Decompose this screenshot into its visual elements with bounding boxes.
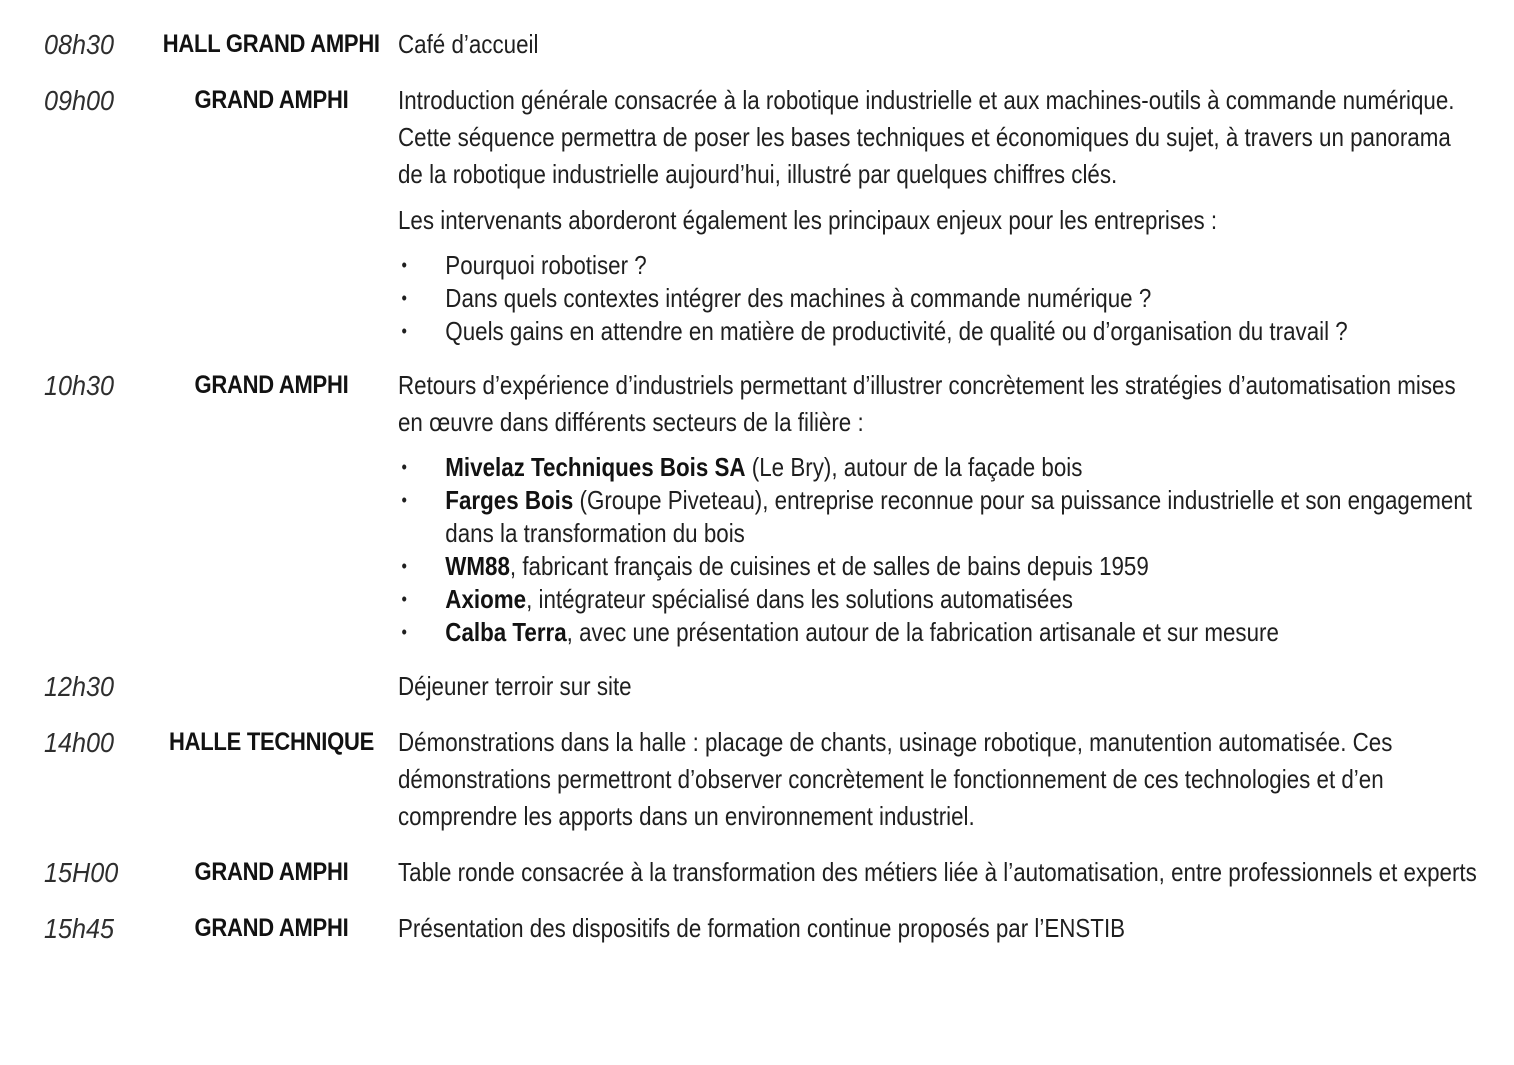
bullet-dot-icon: •	[401, 622, 407, 642]
schedule-row-15h00	[44, 854, 1514, 891]
location-text: GRAND AMPHI	[194, 858, 349, 886]
location-text: HALL GRAND AMPHI	[162, 30, 381, 58]
bullet-item	[398, 550, 1478, 583]
event-description: Déjeuner terroir sur site	[398, 671, 632, 701]
bullet-dot-icon: •	[401, 321, 407, 341]
event-description-cell	[398, 367, 1514, 649]
time-label: 12h30	[44, 671, 115, 702]
location-label	[145, 367, 398, 404]
event-description: Démonstrations dans la halle : placage de chants, usinage robotique, manutention automatisée. Ces démonstrations permettront d’observer concrètement le fonctionnement de ces technologies et d’en comprendre les apports dans un environnement industriel.	[398, 727, 1393, 831]
schedule-row-12h30	[44, 668, 1514, 705]
location-label	[145, 854, 398, 891]
company-detail: (Groupe Piveteau), entreprise reconnue pour sa puissance industrielle et son engagement dans la transformation du bois	[445, 485, 1472, 548]
event-description-cell	[398, 724, 1514, 835]
location-text: GRAND AMPHI	[194, 914, 349, 942]
bullet-dot-icon: •	[401, 457, 407, 477]
location-text: GRAND AMPHI	[194, 86, 349, 114]
event-description: Retours d’expérience d’industriels permettant d’illustrer concrètement les stratégies d’automatisation mises en œuvre dans différents secteurs de la filière :	[398, 370, 1456, 437]
bullet-text	[445, 583, 1478, 616]
time-label: 10h30	[44, 370, 115, 401]
bullet-text	[445, 451, 1478, 484]
location-label	[145, 668, 398, 705]
bullet-text: Pourquoi robotiser ?	[445, 250, 647, 280]
company-name: Calba Terra	[445, 617, 567, 647]
bullet-dot-icon: •	[401, 255, 407, 275]
location-label	[145, 26, 398, 63]
bullet-text	[445, 616, 1478, 649]
bullet-dot-icon: •	[401, 490, 407, 510]
bullet-text: Quels gains en attendre en matière de productivité, de qualité ou d’organisation du travail ?	[445, 316, 1348, 346]
event-description-cell	[398, 668, 1514, 705]
company-detail: (Le Bry), autour de la façade bois	[745, 452, 1083, 482]
schedule-row-10h30	[44, 367, 1514, 649]
location-label	[145, 910, 398, 947]
bullet-item	[398, 249, 1478, 282]
event-description: Introduction générale consacrée à la robotique industrielle et aux machines-outils à commande numérique. Cette séquence permettra de poser les bases techniques et économiques du sujet, à travers un panorama de la robotique industrielle aujourd’hui, illustré par quelques chiffres clés.	[398, 85, 1455, 189]
location-text: GRAND AMPHI	[194, 371, 349, 399]
event-description: Café d’accueil	[398, 29, 539, 59]
bullet-text: Dans quels contextes intégrer des machines à commande numérique ?	[445, 283, 1152, 313]
time-label: 15H00	[44, 857, 119, 888]
location-label	[145, 724, 398, 761]
bullet-dot-icon: •	[401, 589, 407, 609]
bullet-dot-icon: •	[401, 288, 407, 308]
event-description-cell	[398, 26, 1514, 63]
event-description: Présentation des dispositifs de formation continue proposés par l’ENSTIB	[398, 913, 1126, 943]
company-detail: , avec une présentation autour de la fabrication artisanale et sur mesure	[566, 617, 1279, 647]
bullet-item	[398, 282, 1478, 315]
event-description-cell	[398, 910, 1514, 947]
schedule-row-08h30	[44, 26, 1514, 63]
bullet-item	[398, 583, 1478, 616]
time-label: 14h00	[44, 727, 115, 758]
schedule-row-15h45	[44, 910, 1514, 947]
schedule-row-09h00	[44, 82, 1514, 348]
event-description-cell	[398, 82, 1514, 348]
company-name: Farges Bois	[445, 485, 574, 515]
bullet-dot-icon: •	[401, 556, 407, 576]
schedule-row-14h00	[44, 724, 1514, 835]
time-label: 09h00	[44, 85, 115, 116]
time-label: 15h45	[44, 913, 115, 944]
company-name: Axiome	[445, 584, 527, 614]
bullet-text	[445, 484, 1478, 550]
company-detail: , fabricant français de cuisines et de salles de bains depuis 1959	[509, 551, 1149, 581]
location-text: HALLE TECHNIQUE	[168, 728, 375, 756]
agenda-bullet-list	[398, 249, 1478, 348]
event-description-cell	[398, 854, 1514, 891]
bullet-item	[398, 451, 1478, 484]
company-name: WM88	[445, 551, 510, 581]
bullet-text	[445, 550, 1478, 583]
event-description: Les intervenants aborderont également les principaux enjeux pour les entreprises :	[398, 205, 1218, 235]
company-detail: , intégrateur spécialisé dans les solutions automatisées	[526, 584, 1073, 614]
location-label	[145, 82, 398, 119]
bullet-item	[398, 616, 1478, 649]
time-label: 08h30	[44, 29, 115, 60]
bullet-item	[398, 484, 1478, 550]
company-name: Mivelaz Techniques Bois SA	[445, 452, 746, 482]
bullet-item	[398, 315, 1478, 348]
speakers-bullet-list	[398, 451, 1478, 649]
event-description: Table ronde consacrée à la transformation des métiers liée à l’automatisation, entre professionnels et experts	[398, 857, 1477, 887]
